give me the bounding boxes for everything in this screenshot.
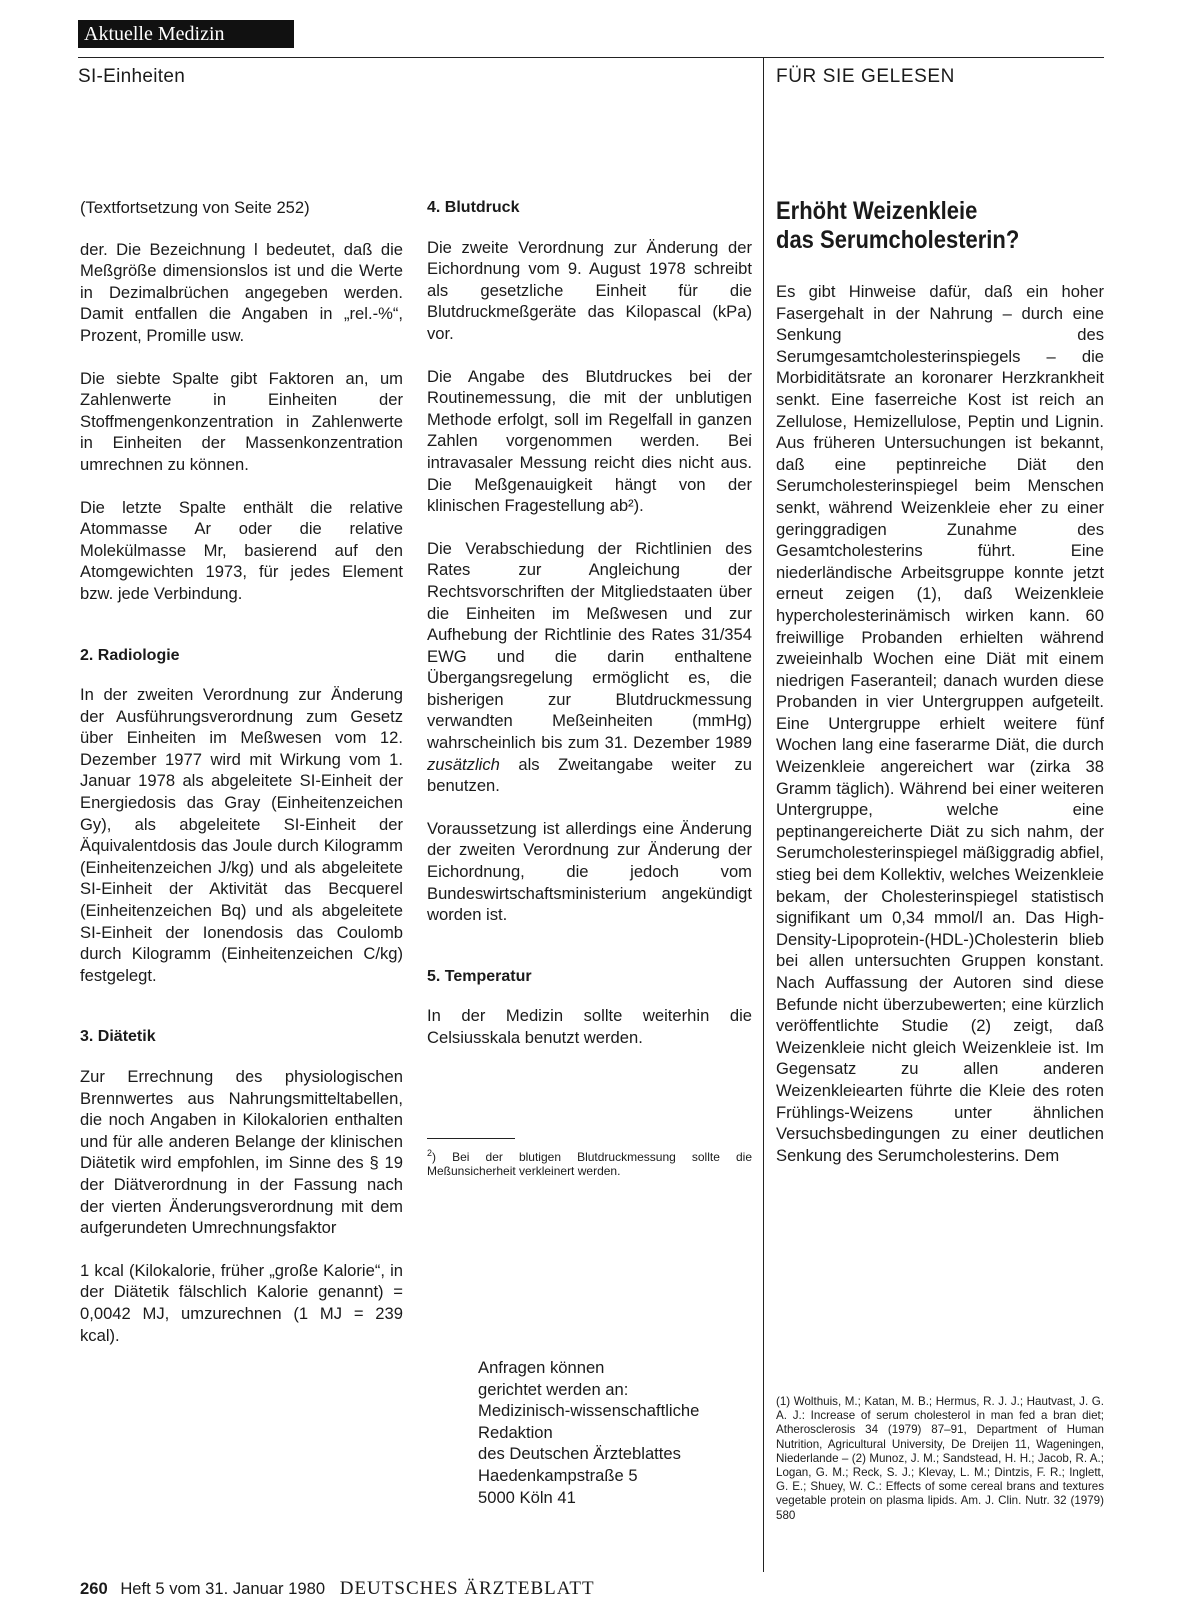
section-title-right: FÜR SIE GELESEN (776, 66, 955, 87)
contact-line: Anfragen können (478, 1358, 605, 1377)
paragraph: Zur Errechnung des physiologischen Brennwertes aus Nahrungsmitteltabellen, die noch Angaben in Kilokalorien enthalten und für alle anderen Belange der klinischen Diätetik wird empfohlen, im Sinne des § 19 der Diätverordnung in der Fassung nach der vierten Änderungsverordnung mit dem aufgerundeten Umrechnungsfaktor (80, 1067, 403, 1238)
footnote (427, 1146, 752, 1178)
contact-line: Haedenkampstraße 5 (478, 1465, 638, 1485)
contact-line: Redaktion (478, 1422, 553, 1442)
column-3 (776, 197, 1104, 1166)
headline-line: das Serumcholesterin? (776, 226, 1020, 254)
contact-box (478, 1357, 758, 1508)
paragraph: Die siebte Spalte gibt Faktoren an, um Zahlenwerte in Einheiten der Stoffmengenkonzentration in Zahlenwerte in Einheiten der Massenkonzentration umrechnen zu können. (80, 368, 403, 474)
text-span: als Zweitangabe weiter zu benutzen. (427, 754, 752, 796)
paragraph (427, 538, 752, 797)
contact-line: 5000 Köln 41 (478, 1487, 576, 1507)
paragraph: Die Angabe des Blutdruckes bei der Routinemessung, die mit der unblutigen Methode erfolgt, soll im Regelfall in ganzen Zahlen vorgenommen werden. Bei intravasaler Messung reicht dies nicht aus. Die Meßgenauigkeit hängt von der klinischen Fragestellung ab²). (427, 366, 752, 516)
section-title-left: SI-Einheiten (78, 66, 186, 87)
article-headline (776, 197, 1102, 255)
paragraph: Die letzte Spalte enthält die relative Atommasse Ar oder die relative Molekülmasse Mr, basierend auf den Atomgewichten 1973, für jedes Element bzw. jede Verbindung. (80, 497, 403, 603)
heading-blutdruck: 4. Blutdruck (427, 199, 520, 216)
column-2 (427, 197, 752, 1070)
paragraph: Die zweite Verordnung zur Änderung der Eichordnung vom 9. August 1978 schreibt als gesetzliche Einheit für die Blutdruckmeßgeräte das Kilopascal (kPa) vor. (427, 237, 752, 343)
footnote-text: ) Bei der blutigen Blutdruckmessung sollte die Meßunsicherheit verkleinert werden. (427, 1150, 752, 1178)
heading-diaetetik: 3. Diätetik (80, 1028, 156, 1046)
paragraph: In der zweiten Verordnung zur Änderung der Ausführungsverordnung zum Gesetz über Einheiten im Meßwesen vom 12. Dezember 1977 wird mit Wirkung vom 1. Januar 1978 als abgeleitete SI-Einheit der Energiedosis das Gray (Einheitenzeichen Gy), als abgeleitete SI-Einheit der Äquivalentdosis das Joule durch Kilogramm (Einheitenzeichen J/kg) und als abgeleitete SI-Einheit der Aktivität das Becquerel (Einheitenzeichen Bq) und als abgeleitete SI-Einheit der Ionendosis das Coulomb durch Kilogramm (Einheitenzeichen C/kg) festgelegt. (80, 685, 403, 985)
headline-line: Erhöht Weizenkleie (776, 197, 978, 225)
paragraph: der. Die Bezeichnung l bedeutet, daß die Meßgröße dimensionslos ist und die Werte in Dezimalbrüchen angegeben werden. Damit entfallen die Angaben in „rel.-%“, Prozent, Promille usw. (80, 239, 403, 345)
continuation-note: (Textfortsetzung von Seite 252) (80, 198, 310, 217)
footnote-rule (427, 1138, 515, 1139)
contact-line: Medizinisch-wissenschaftliche (478, 1401, 700, 1421)
emphasis: zusätzlich (427, 754, 500, 774)
article-body: Es gibt Hinweise dafür, daß ein hoher Fasergehalt in der Nahrung – durch eine Senkung des Serumgesamtcholesterinspiegels – die Morbiditätsrate an koronarer Herzkrankheit senkt. Eine faserreiche Kost ist reich an Zellulose, Hemizellulose, Peptin und Lignin. Aus früheren Untersuchungen ist bekannt, daß eine peptinreiche Diät den Serumcholesterinspiegel beim Menschen senkt, während Weizenkleie eher zu einer geringgradigen Zunahme des Gesamtcholesterins führt. Eine niederländische Arbeitsgruppe konnte jetzt erneut zeigen (1), daß Weizenkleie hypercholesterinämisch wirken kann. 60 freiwillige Probanden erhielten während zweieinhalb Wochen eine Diät mit einem niedrigen Faseranteil; danach wurden diese Probanden in vier Untergruppen aufgeteilt. Eine Untergruppe erhielt weitere fünf Wochen lang eine faserarme Diät, die durch Weizenkleie angereichert war (zirka 38 Gramm täglich). Während bei einer weiteren Untergruppe, welche eine peptinangereicherte Diät zu sich nahm, der Serumcholesterinspiegel mäßiggradig abfiel, stieg bei dem Kollektiv, welches Weizenkleie bekam, der Cholesterinspiegel statistisch signifikant um 0,34 mmol/l an. Das High-Density-Lipoprotein-(HDL-)Cholesterin blieb bei allen untersuchten Gruppen konstant. Nach Auffassung der Autoren sind diese Befunde nicht überzubewerten; eine kürzlich veröffentlichte Studie (2) zeigt, daß Weizenkleie nicht gleich Weizenkleie ist. Im Gegensatz zu allen anderen Weizenkleiearten führte die Kleie des roten Frühlings-Weizens unter ähnlichen Versuchsbedingungen zu einer deutlichen Senkung des Serumcholesterins. Dem (776, 282, 1104, 1165)
heading-temperatur: 5. Temperatur (427, 967, 532, 985)
text-span: Die Verabschiedung der Richtlinien des Rates zur Angleichung der Rechtsvorschriften der Mitgliedstaaten über die Einheiten im Meßwesen und zur Aufhebung der Richtlinie des Rates 31/354 EWG und die darin enthaltene Übergangsregelung ermöglicht es, die bisherigen zur Blutdruckmessung verwandten Meßeinheiten (mmHg) wahrscheinlich bis zum 31. Dezember 1989 (427, 538, 752, 753)
issue-info: Heft 5 vom 31. Januar 1980 (120, 1579, 326, 1598)
paragraph: In der Medizin sollte weiterhin die Celsiusskala benutzt werden. (427, 1006, 752, 1047)
contact-line: gerichtet werden an: (478, 1379, 629, 1399)
column-divider (763, 57, 764, 1572)
section-tag: Aktuelle Medizin (78, 20, 294, 48)
page-footer (80, 1578, 595, 1600)
publication-name: DEUTSCHES ÄRZTEBLATT (339, 1578, 595, 1599)
footnote-mark: 2 (427, 1148, 433, 1158)
page-number: 260 (80, 1579, 108, 1598)
paragraph: 1 kcal (Kilokalorie, früher „große Kalorie“, in der Diätetik fälschlich Kalorie genannt) = 0,0042 MJ, umzurechnen (1 MJ = 239 kcal). (80, 1260, 403, 1345)
references: (1) Wolthuis, M.; Katan, M. B.; Hermus, R. J. J.; Hautvast, J. G. A. J.: Increase of serum cholesterol in man fed a bran diet; Atherosclerosis 34 (1979) 87–91, Department of Human Nutrition, Agricultural University, De Dreijen 11, Wageningen, Niederlande – (2) Munoz, J. M.; Sandstead, H. H.; Jacob, R. A.; Logan, G. M.; Reck, S. J.; Klevay, L. M.; Dintzis, F. R.; Inglett, G. E.; Shuey, W. C.: Effects of some cereal brans and textures vegetable protein on plasma lipids. Am. J. Clin. Nutr. 32 (1979) 580 (776, 1395, 1104, 1522)
top-rule (78, 57, 1104, 58)
paragraph: Voraussetzung ist allerdings eine Änderung der zweiten Verordnung zur Änderung der Eichordnung, die jedoch vom Bundeswirtschaftsministerium angekündigt worden ist. (427, 818, 752, 925)
column-1 (80, 197, 403, 1367)
heading-radiologie: 2. Radiologie (80, 646, 180, 664)
contact-line: des Deutschen Ärzteblattes (478, 1444, 681, 1464)
